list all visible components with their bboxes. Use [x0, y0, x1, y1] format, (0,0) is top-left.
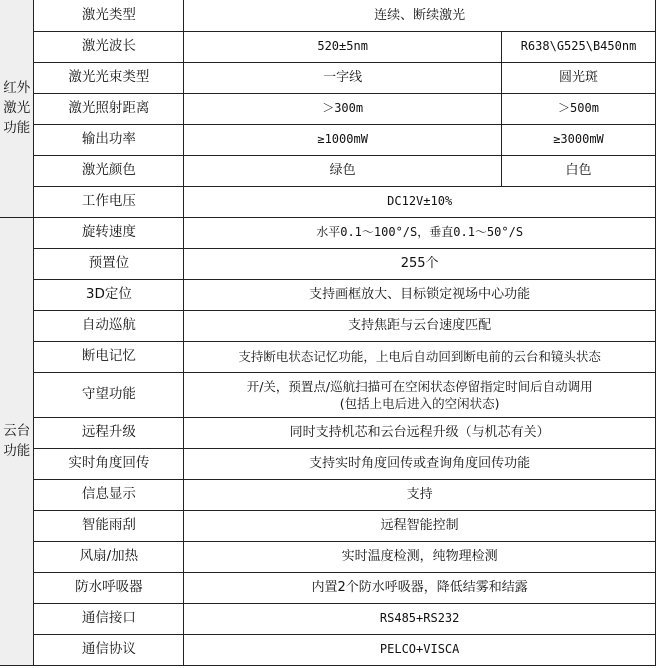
row-value	[184, 372, 656, 417]
row-value: 远程智能控制	[184, 510, 656, 541]
row-label: 激光光束类型	[34, 62, 184, 93]
row-value: 255个	[184, 248, 656, 279]
row-value: 实时温度检测，纯物理检测	[184, 541, 656, 572]
table-row	[0, 248, 656, 279]
table-row	[0, 417, 656, 448]
row-label: 自动巡航	[34, 310, 184, 341]
row-label: 守望功能	[34, 372, 184, 417]
table-row	[0, 510, 656, 541]
row-value: 内置2个防水呼吸器，降低结雾和结露	[184, 572, 656, 603]
row-value: 支持画框放大、目标锁定视场中心功能	[184, 279, 656, 310]
row-value: PELCO+VISCA	[184, 634, 656, 665]
table-row	[0, 603, 656, 634]
table-row	[0, 31, 656, 62]
row-value: 支持断电状态记忆功能，上电后自动回到断电前的云台和镜头状态	[184, 341, 656, 372]
row-value-a: 一字线	[184, 62, 502, 93]
table-row	[0, 93, 656, 124]
row-label: 通信协议	[34, 634, 184, 665]
section-label: 红外激光功能	[3, 80, 31, 137]
row-value-b: R638\G525\B450nm	[502, 31, 656, 62]
row-value-line: 开/关，预置点/巡航扫描可在空闲状态停留指定时间后自动调用	[246, 378, 593, 394]
section-ptz	[0, 217, 34, 665]
table-row	[0, 572, 656, 603]
table-row	[0, 634, 656, 665]
row-label: 信息显示	[34, 479, 184, 510]
table-row	[0, 279, 656, 310]
row-label: 旋转速度	[34, 217, 184, 248]
row-value-b: 白色	[502, 155, 656, 186]
row-label: 激光波长	[34, 31, 184, 62]
row-value-a: 绿色	[184, 155, 502, 186]
row-value: 支持焦距与云台速度匹配	[184, 310, 656, 341]
table-row	[0, 448, 656, 479]
row-value: 水平0.1～100°/S，垂直0.1～50°/S	[184, 217, 656, 248]
table-row	[0, 372, 656, 417]
row-value-a: ≥1000mW	[184, 124, 502, 155]
row-label: 通信接口	[34, 603, 184, 634]
table-row	[0, 310, 656, 341]
table-row	[0, 541, 656, 572]
table-row	[0, 0, 656, 31]
row-value: 支持实时角度回传或查询角度回传功能	[184, 448, 656, 479]
row-label: 远程升级	[34, 417, 184, 448]
row-label: 智能雨刮	[34, 510, 184, 541]
row-label: 实时角度回传	[34, 448, 184, 479]
section-label: 云台功能	[3, 423, 31, 459]
row-label: 输出功率	[34, 124, 184, 155]
table-row	[0, 62, 656, 93]
table-row	[0, 124, 656, 155]
row-value: 同时支持机芯和云台远程升级（与机芯有关）	[184, 417, 656, 448]
row-value-b: ≥3000mW	[502, 124, 656, 155]
row-value-line: (包括上电后进入的空闲状态)	[339, 395, 500, 411]
table-row	[0, 186, 656, 217]
row-value-a: ＞300m	[184, 93, 502, 124]
row-value: 连续、断续激光	[184, 0, 656, 31]
section-laser	[0, 0, 34, 217]
row-label: 预置位	[34, 248, 184, 279]
row-label: 激光照射距离	[34, 93, 184, 124]
row-value-a: 520±5nm	[184, 31, 502, 62]
row-label: 风扇/加热	[34, 541, 184, 572]
row-value-b: ＞500m	[502, 93, 656, 124]
table-row	[0, 479, 656, 510]
row-label: 激光颜色	[34, 155, 184, 186]
row-value: DC12V±10%	[184, 186, 656, 217]
row-value: 支持	[184, 479, 656, 510]
row-label: 防水呼吸器	[34, 572, 184, 603]
table-row	[0, 155, 656, 186]
row-label: 断电记忆	[34, 341, 184, 372]
row-label: 3D定位	[34, 279, 184, 310]
row-label: 工作电压	[34, 186, 184, 217]
row-value-b: 圆光斑	[502, 62, 656, 93]
row-label: 激光类型	[34, 0, 184, 31]
table-row	[0, 217, 656, 248]
table-row	[0, 341, 656, 372]
row-value: RS485+RS232	[184, 603, 656, 634]
